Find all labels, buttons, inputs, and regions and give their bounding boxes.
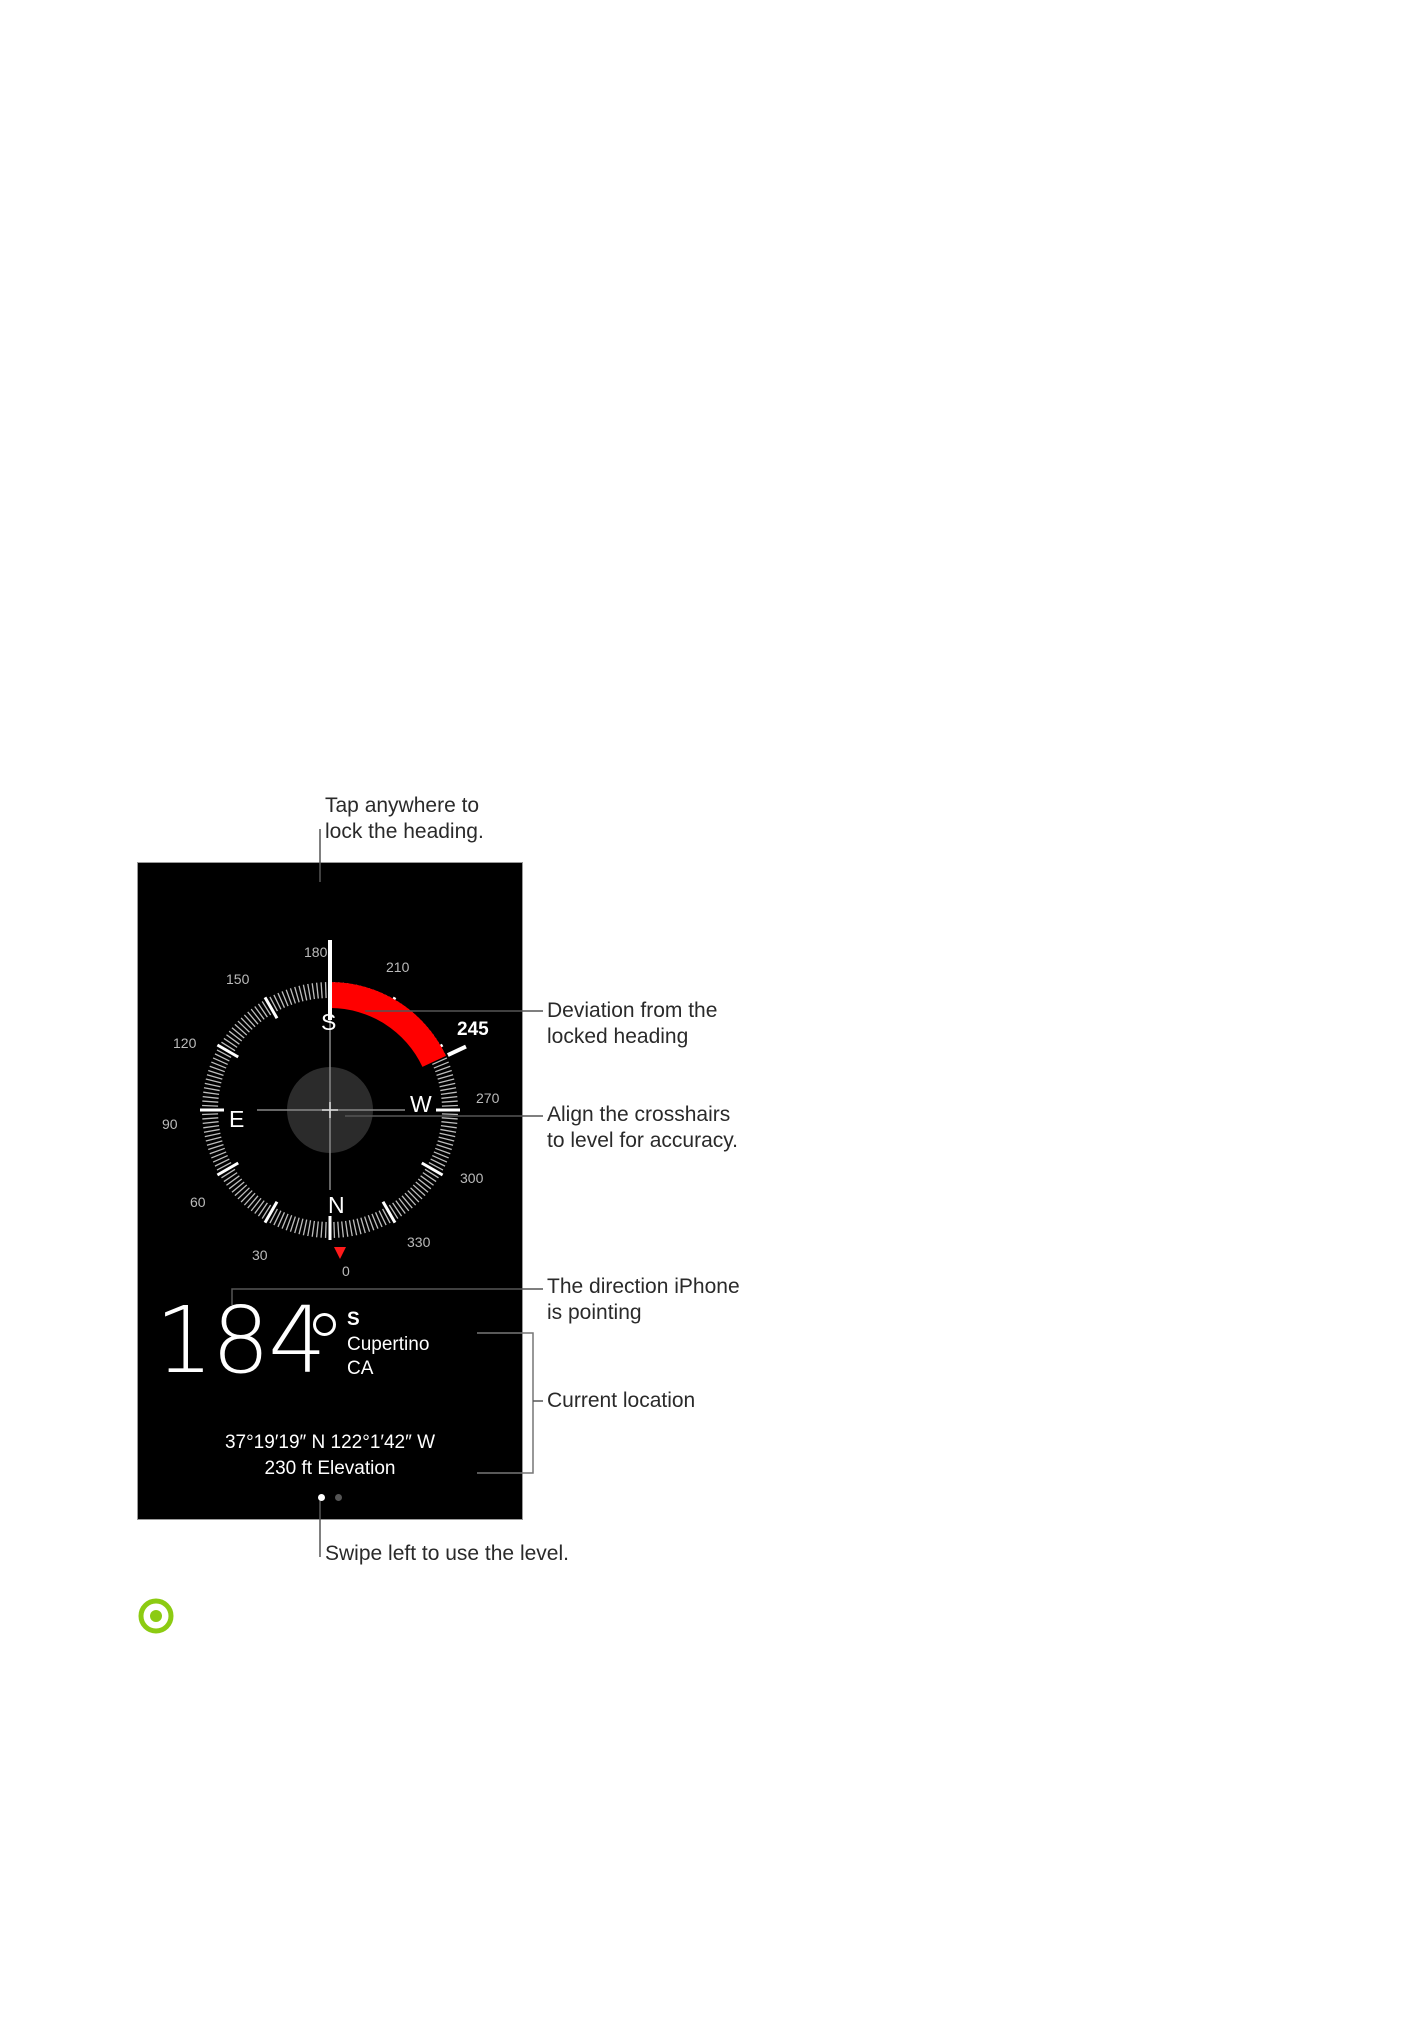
compass-tick xyxy=(295,1218,299,1233)
compass-tick xyxy=(346,1221,348,1237)
compass-tick xyxy=(202,1114,218,1115)
compass-tick xyxy=(204,1129,220,1132)
deviation-arc xyxy=(330,982,446,1067)
degree-label-330: 330 xyxy=(407,1234,431,1250)
direction-letter: S xyxy=(347,1309,360,1330)
elevation: 230 ft Elevation xyxy=(264,1458,396,1479)
compass-tick xyxy=(248,1196,258,1208)
compass-tick xyxy=(255,1006,264,1019)
compass-tick xyxy=(437,1145,452,1150)
compass-tick xyxy=(442,1101,458,1102)
compass-tick xyxy=(203,1122,219,1124)
compass-tick xyxy=(353,1220,356,1236)
compass-tick xyxy=(226,1035,239,1044)
compass-tick xyxy=(411,1188,423,1199)
compass-tick xyxy=(440,1088,456,1091)
compass-tick xyxy=(438,1075,453,1079)
compass-tick xyxy=(208,1070,223,1075)
compass-tick xyxy=(441,1122,457,1124)
cardinal-s: S xyxy=(321,1009,337,1035)
compass-tick xyxy=(442,1114,458,1115)
compass-tick xyxy=(396,1201,405,1214)
compass-tick xyxy=(258,1004,267,1017)
compass-tick xyxy=(235,1185,247,1196)
callout-deviation-line-2: locked heading xyxy=(547,1025,689,1048)
callout-crosshairs-line-1: Align the crosshairs xyxy=(547,1103,731,1126)
compass-tick xyxy=(317,1221,319,1237)
compass-tick xyxy=(416,1182,428,1192)
compass-tick xyxy=(206,1137,222,1141)
compass-tick xyxy=(203,1097,219,1099)
compass-tick xyxy=(290,988,295,1003)
compass-tick xyxy=(357,1219,361,1235)
compass-tick xyxy=(207,1075,222,1079)
degree-symbol-icon xyxy=(313,1313,336,1336)
degree-label-270: 270 xyxy=(476,1090,500,1106)
compass-tick xyxy=(208,1145,223,1150)
compass-tick xyxy=(206,1079,222,1083)
compass-tick xyxy=(441,1097,457,1099)
compass-tick xyxy=(440,1129,456,1132)
degree-label-210: 210 xyxy=(386,959,410,975)
cardinal-e: E xyxy=(229,1106,245,1132)
location-state: CA xyxy=(347,1358,374,1379)
cardinal-n: N xyxy=(328,1192,345,1218)
page-dot-inactive[interactable] xyxy=(335,1494,342,1501)
degree-label-0: 0 xyxy=(342,1263,350,1279)
compass-tick xyxy=(238,1021,250,1032)
compass-tick xyxy=(232,1028,244,1038)
degree-label-300: 300 xyxy=(460,1170,484,1186)
compass-tick xyxy=(202,1118,218,1119)
compass-tick xyxy=(334,1222,335,1238)
heading-value: 184 xyxy=(155,1287,325,1394)
degree-label-120: 120 xyxy=(173,1035,197,1051)
degree-label-60: 60 xyxy=(190,1194,206,1210)
degree-label-30: 30 xyxy=(252,1247,268,1263)
target-icon xyxy=(137,1597,175,1635)
compass-tick xyxy=(238,1188,250,1199)
compass-tick xyxy=(423,1173,436,1182)
compass-tick xyxy=(439,1079,455,1083)
callout-crosshairs-line-2: to level for accuracy. xyxy=(547,1129,739,1152)
compass-tick xyxy=(405,1193,416,1205)
compass-tick xyxy=(421,1176,434,1185)
compass-tick xyxy=(312,1221,314,1237)
compass-tick xyxy=(308,984,311,1000)
callout-location-line-1: Current location xyxy=(547,1389,696,1412)
compass-tick xyxy=(251,1009,261,1022)
compass-tick xyxy=(203,1126,219,1128)
compass-tick xyxy=(439,1137,455,1141)
locked-heading-label: 245 xyxy=(457,1019,489,1040)
callout-lock-heading-line-1: Tap anywhere to xyxy=(325,794,480,817)
compass-tick xyxy=(441,1126,457,1128)
compass-tick xyxy=(235,1024,247,1035)
compass-tick xyxy=(393,1203,402,1216)
compass-tick xyxy=(440,1083,456,1086)
coordinates: 37°19′19″ N 122°1′42″ W xyxy=(224,1432,436,1453)
compass-tick xyxy=(203,1092,219,1094)
compass-tick xyxy=(317,983,319,999)
compass-tick xyxy=(241,1018,252,1030)
callout-direction-line-2: is pointing xyxy=(547,1301,642,1324)
compass-tick xyxy=(402,1196,412,1208)
compass-tick xyxy=(326,1222,327,1238)
degree-label-90: 90 xyxy=(162,1116,178,1132)
compass-tick xyxy=(226,1176,239,1185)
compass-tick xyxy=(437,1070,452,1075)
compass-tick xyxy=(438,1141,453,1145)
compass-tick xyxy=(321,1222,322,1238)
degree-label-150: 150 xyxy=(226,971,250,987)
callout-swipe-line-1: Swipe left to use the level. xyxy=(325,1542,569,1565)
compass-tick xyxy=(442,1118,458,1119)
compass-tick xyxy=(295,987,299,1002)
compass-tick xyxy=(205,1133,221,1136)
cardinal-w: W xyxy=(410,1091,432,1117)
north-pointer-icon xyxy=(334,1247,346,1259)
compass-tick xyxy=(408,1191,419,1203)
compass-tick xyxy=(224,1173,237,1182)
compass-tick xyxy=(202,1106,218,1107)
compass-tick xyxy=(248,1012,258,1024)
compass-tick xyxy=(224,1038,237,1047)
compass-tick xyxy=(244,1015,255,1027)
callout-deviation-line-1: Deviation from the xyxy=(547,999,718,1022)
degree-label-180: 180 xyxy=(304,944,328,960)
compass-tick xyxy=(308,1220,311,1236)
compass-tick xyxy=(399,1198,409,1211)
compass-tick xyxy=(251,1198,261,1211)
compass-tick xyxy=(229,1179,242,1189)
compass-tick xyxy=(241,1191,252,1203)
callout-lock-heading-line-2: lock the heading. xyxy=(325,820,484,843)
compass-tick xyxy=(440,1133,456,1136)
compass-tick xyxy=(441,1092,457,1094)
page-dot-active[interactable] xyxy=(318,1494,325,1501)
compass-tick xyxy=(365,1217,370,1232)
compass-tick xyxy=(413,1185,425,1196)
compass-tick xyxy=(361,1218,365,1233)
compass-tick xyxy=(299,986,303,1002)
compass-tick xyxy=(205,1083,221,1086)
compass-tick xyxy=(321,982,322,998)
compass-tick xyxy=(204,1088,220,1091)
compass-tick xyxy=(229,1031,242,1041)
compass-tick xyxy=(303,1220,306,1236)
compass-tick xyxy=(326,982,327,998)
compass-tick xyxy=(299,1219,303,1235)
compass-tick xyxy=(312,983,314,999)
compass-tick xyxy=(202,1101,218,1102)
compass-tick xyxy=(290,1217,295,1232)
compass-tick xyxy=(418,1179,431,1189)
compass-tick xyxy=(258,1203,267,1216)
compass-tick xyxy=(349,1220,352,1236)
compass-tick xyxy=(338,1222,339,1238)
compass-tick xyxy=(255,1201,264,1214)
locked-heading-marker xyxy=(448,1047,466,1055)
compass-tick xyxy=(303,985,306,1001)
compass-tick xyxy=(244,1193,255,1205)
compass-tick xyxy=(207,1141,222,1145)
compass-tick xyxy=(442,1106,458,1107)
compass-tick xyxy=(342,1221,344,1237)
compass-tick xyxy=(232,1182,244,1192)
callout-direction-line-1: The direction iPhone xyxy=(547,1275,740,1298)
location-city: Cupertino xyxy=(347,1334,430,1355)
